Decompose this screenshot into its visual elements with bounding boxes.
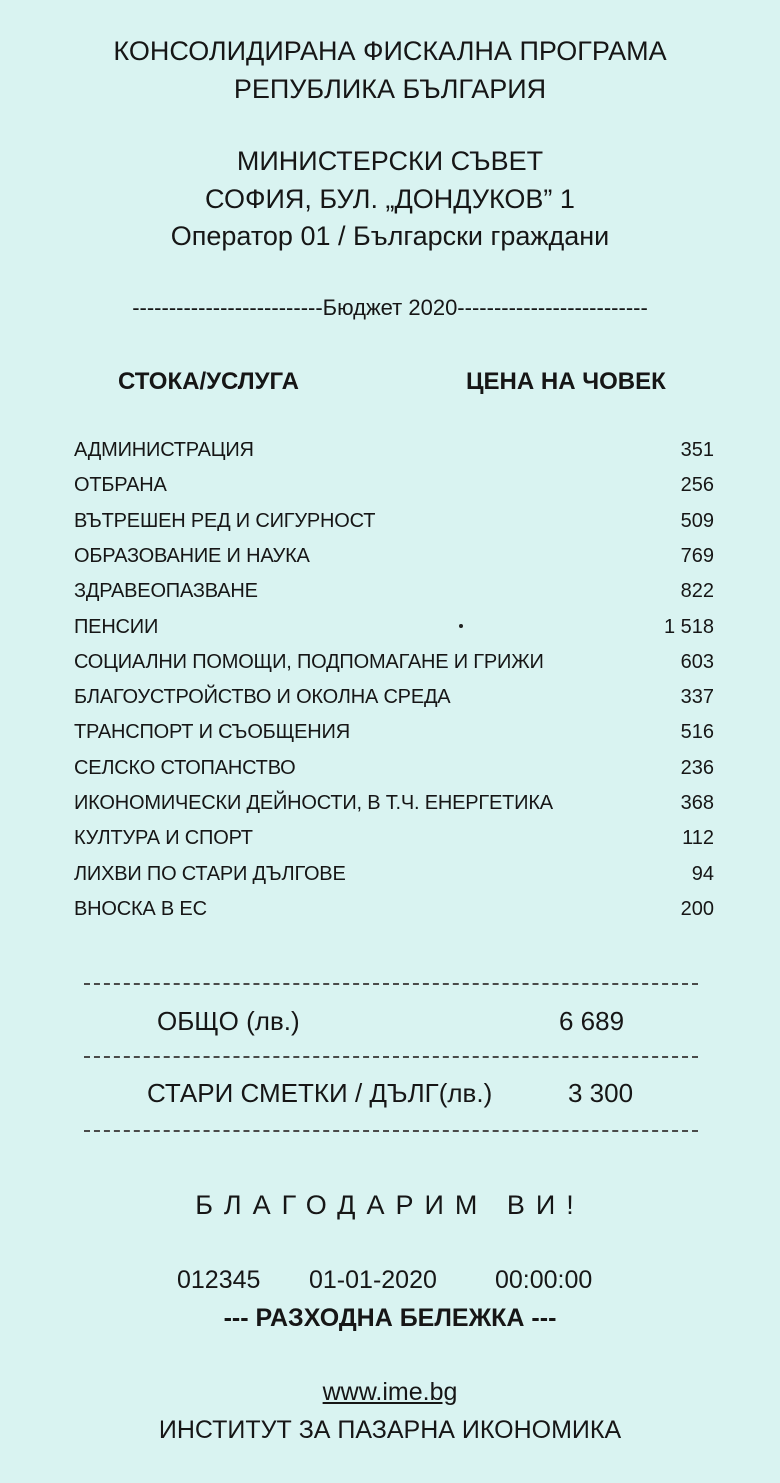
divider-middle: [84, 1056, 698, 1058]
item-name: ИКОНОМИЧЕСКИ ДЕЙНОСТИ, В Т.Ч. ЕНЕРГЕТИКА: [74, 792, 553, 814]
website-link[interactable]: www.ime.bg: [322, 1378, 458, 1406]
item-name: ЛИХВИ ПО СТАРИ ДЪЛГОВЕ: [74, 863, 346, 885]
item-value: 256: [680, 474, 714, 496]
divider-top: [84, 983, 698, 985]
item-row: [74, 580, 714, 610]
header-republic: РЕПУБЛИКА БЪЛГАРИЯ: [233, 74, 547, 104]
item-row: [74, 792, 714, 822]
stray-dot: [459, 624, 463, 628]
budget-separator: --------------------------Бюджет 2020--------------------------: [132, 295, 648, 320]
item-value: 94: [691, 863, 714, 885]
item-value: 509: [680, 510, 714, 532]
item-name: ОБРАЗОВАНИЕ И НАУКА: [74, 545, 310, 567]
item-row: [74, 757, 714, 787]
item-name: СЕЛСКО СТОПАНСТВО: [74, 757, 296, 779]
item-name: ОТБРАНА: [74, 474, 167, 496]
item-row: [74, 510, 714, 540]
item-name: КУЛТУРА И СПОРТ: [74, 827, 253, 849]
item-row: [74, 721, 714, 751]
debt-value: 3 300: [568, 1078, 634, 1108]
debt-label: СТАРИ СМЕТКИ / ДЪЛГ(лв.): [147, 1078, 493, 1108]
item-name: АДМИНИСТРАЦИЯ: [74, 439, 254, 461]
column-header-price: ЦЕНА НА ЧОВЕК: [466, 368, 666, 395]
item-value: 603: [680, 651, 714, 673]
total-label: ОБЩО (лв.): [157, 1006, 300, 1036]
header-council: МИНИСТЕРСКИ СЪВЕТ: [236, 146, 544, 176]
header-operator: Оператор 01 / Български граждани: [170, 221, 610, 251]
item-name: БЛАГОУСТРОЙСТВО И ОКОЛНА СРЕДА: [74, 686, 451, 708]
item-value: 351: [680, 439, 714, 461]
item-name: ВЪТРЕШЕН РЕД И СИГУРНОСТ: [74, 510, 376, 532]
header-address: СОФИЯ, БУЛ. „ДОНДУКОВ” 1: [205, 184, 575, 214]
receipt-number: 012345: [177, 1266, 261, 1294]
item-value: 200: [680, 898, 714, 920]
item-row: [74, 439, 714, 469]
item-value: 368: [680, 792, 714, 814]
item-value: 822: [680, 580, 714, 602]
item-name: ПЕНСИИ: [74, 616, 159, 638]
item-row: [74, 686, 714, 716]
item-name: СОЦИАЛНИ ПОМОЩИ, ПОДПОМАГАНЕ И ГРИЖИ: [74, 651, 544, 673]
thanks-message: БЛАГОДАРИМ ВИ!: [195, 1190, 585, 1220]
item-value: 112: [682, 827, 714, 849]
item-value: 769: [680, 545, 714, 567]
item-row: [74, 545, 714, 575]
item-row: [74, 863, 714, 893]
item-value: 337: [680, 686, 714, 708]
item-row: [74, 827, 714, 857]
item-value: 236: [680, 757, 714, 779]
item-value: 516: [680, 721, 714, 743]
item-row: [74, 474, 714, 504]
total-value: 6 689: [559, 1006, 625, 1036]
website-row: [0, 1378, 780, 1407]
header-program: КОНСОЛИДИРАНА ФИСКАЛНА ПРОГРАМА: [113, 36, 667, 66]
receipt-type: --- РАЗХОДНА БЕЛЕЖКА ---: [223, 1304, 557, 1332]
item-value: 1 518: [663, 616, 714, 638]
divider-bottom: [84, 1130, 698, 1132]
receipt-date: 01-01-2020: [309, 1266, 437, 1294]
item-row: [74, 616, 714, 646]
item-name: ТРАНСПОРТ И СЪОБЩЕНИЯ: [74, 721, 350, 743]
organization-name: ИНСТИТУТ ЗА ПАЗАРНА ИКОНОМИКА: [158, 1416, 622, 1444]
item-name: ЗДРАВЕОПАЗВАНЕ: [74, 580, 258, 602]
item-name: ВНОСКА В ЕС: [74, 898, 207, 920]
item-row: [74, 651, 714, 681]
column-header-item: СТОКА/УСЛУГА: [118, 368, 299, 395]
receipt-time: 00:00:00: [495, 1266, 593, 1294]
item-row: [74, 898, 714, 928]
